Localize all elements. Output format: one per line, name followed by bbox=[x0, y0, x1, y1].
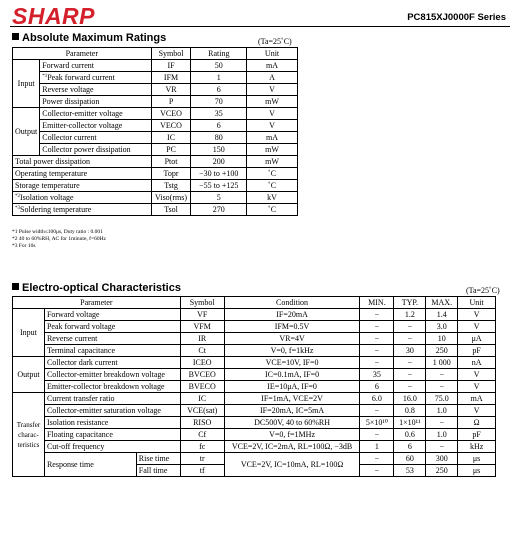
amr-symbol: Ptot bbox=[151, 156, 191, 168]
amr-row bbox=[13, 168, 298, 180]
amr-param bbox=[13, 192, 152, 204]
eoc-max: − bbox=[426, 369, 458, 381]
amr-rating: 50 bbox=[191, 60, 247, 72]
eoc-min: − bbox=[360, 465, 394, 477]
eoc-max: 1 000 bbox=[426, 357, 458, 369]
amr-unit: V bbox=[247, 108, 298, 120]
amr-param: Power dissipation bbox=[40, 96, 151, 108]
eoc-unit: V bbox=[458, 321, 496, 333]
footnote: *3 For 10s bbox=[12, 243, 36, 249]
footnote: *2 40 to 60%RH, AC for 1minute, f=60Hz bbox=[12, 236, 106, 242]
amr-rating: 5 bbox=[191, 192, 247, 204]
amr-unit: V bbox=[247, 84, 298, 96]
amr-unit: ˚C bbox=[247, 180, 298, 192]
eoc-param: Forward voltage bbox=[44, 309, 180, 321]
amr-title-text: Absolute Maximum Ratings bbox=[22, 32, 167, 44]
amr-symbol: IF bbox=[151, 60, 191, 72]
amr-param: Operating temperature bbox=[13, 168, 152, 180]
amr-rating: −30 to +100 bbox=[191, 168, 247, 180]
eoc-col-symbol: Symbol bbox=[180, 297, 224, 309]
eoc-max: − bbox=[426, 381, 458, 393]
eoc-symbol: Ct bbox=[180, 345, 224, 357]
series-title: PC815XJ0000F Series bbox=[407, 12, 506, 23]
eoc-condition: IC=0.1mA, IF=0 bbox=[224, 369, 360, 381]
amr-group-output: Output bbox=[13, 108, 40, 156]
eoc-min: 1 bbox=[360, 441, 394, 453]
eoc-row bbox=[13, 309, 496, 321]
amr-symbol: IFM bbox=[151, 72, 191, 84]
amr-row bbox=[13, 108, 298, 120]
amr-col-symbol: Symbol bbox=[151, 48, 191, 60]
footnote-marker: *3 bbox=[15, 206, 20, 211]
eoc-param-response: Response time bbox=[44, 453, 136, 477]
eoc-title-text: Electro-optical Characteristics bbox=[22, 282, 181, 294]
eoc-typ: − bbox=[394, 333, 426, 345]
eoc-condition: IF=1mA, VCE=2V bbox=[224, 393, 360, 405]
amr-unit: mA bbox=[247, 132, 298, 144]
eoc-max: 3.0 bbox=[426, 321, 458, 333]
eoc-typ: − bbox=[394, 357, 426, 369]
eoc-symbol: IC bbox=[180, 393, 224, 405]
amr-rating: 35 bbox=[191, 108, 247, 120]
amr-param-text: Isolation voltage bbox=[20, 193, 74, 202]
eoc-unit: pF bbox=[458, 345, 496, 357]
eoc-unit: μs bbox=[458, 465, 496, 477]
eoc-min: − bbox=[360, 405, 394, 417]
eoc-typ: 6 bbox=[394, 441, 426, 453]
eoc-min: − bbox=[360, 357, 394, 369]
eoc-unit: Ω bbox=[458, 417, 496, 429]
eoc-group-transfer: Transfer charac- teristics bbox=[13, 393, 45, 477]
amr-symbol: VR bbox=[151, 84, 191, 96]
amr-table bbox=[12, 47, 298, 216]
eoc-min: − bbox=[360, 321, 394, 333]
eoc-typ: 0.8 bbox=[394, 405, 426, 417]
eoc-rise-label: Rise time bbox=[136, 453, 180, 465]
section-bullet-icon bbox=[12, 283, 19, 290]
eoc-max: 1.0 bbox=[426, 429, 458, 441]
amr-unit: mW bbox=[247, 96, 298, 108]
eoc-symbol: ICEO bbox=[180, 357, 224, 369]
amr-row bbox=[13, 84, 298, 96]
eoc-min: − bbox=[360, 309, 394, 321]
amr-rating: 200 bbox=[191, 156, 247, 168]
amr-param: Total power dissipation bbox=[13, 156, 152, 168]
eoc-unit: V bbox=[458, 405, 496, 417]
eoc-typ: − bbox=[394, 321, 426, 333]
eoc-condition: IF=20mA, IC=5mA bbox=[224, 405, 360, 417]
amr-unit: mW bbox=[247, 156, 298, 168]
eoc-param: Collector dark current bbox=[44, 357, 180, 369]
amr-param: Collector-emitter voltage bbox=[40, 108, 151, 120]
eoc-param: Collector-emitter saturation voltage bbox=[44, 405, 180, 417]
eoc-row bbox=[13, 357, 496, 369]
sharp-logo: SHARP bbox=[12, 3, 96, 29]
amr-symbol: Viso(rms) bbox=[151, 192, 191, 204]
footnote-marker: *1 bbox=[42, 74, 48, 79]
amr-unit: kV bbox=[247, 192, 298, 204]
eoc-param: Emitter-collector breakdown voltage bbox=[44, 381, 180, 393]
eoc-condition: VR=4V bbox=[224, 333, 360, 345]
eoc-col-unit: Unit bbox=[458, 297, 496, 309]
amr-param: Forward current bbox=[40, 60, 151, 72]
eoc-condition: VCE=10V, IF=0 bbox=[224, 357, 360, 369]
eoc-symbol: BVECO bbox=[180, 381, 224, 393]
amr-col-rating: Rating bbox=[191, 48, 247, 60]
eoc-condition: (Ta=25˚C) bbox=[466, 286, 500, 295]
amr-param: Collector power dissipation bbox=[40, 144, 151, 156]
eoc-max: 1.4 bbox=[426, 309, 458, 321]
eoc-row bbox=[13, 393, 496, 405]
eoc-condition: V=0, f=1kHz bbox=[224, 345, 360, 357]
eoc-section-title bbox=[12, 282, 181, 294]
eoc-max: 250 bbox=[426, 465, 458, 477]
eoc-param: Current transfer ratio bbox=[44, 393, 180, 405]
eoc-table bbox=[12, 296, 496, 477]
amr-symbol: VECO bbox=[151, 120, 191, 132]
eoc-row-rise bbox=[13, 453, 496, 465]
eoc-typ: 1.2 bbox=[394, 309, 426, 321]
amr-row bbox=[13, 144, 298, 156]
eoc-unit: kHz bbox=[458, 441, 496, 453]
amr-header-row bbox=[13, 48, 298, 60]
amr-row bbox=[13, 96, 298, 108]
eoc-param: Peak forward voltage bbox=[44, 321, 180, 333]
eoc-min: 6.0 bbox=[360, 393, 394, 405]
eoc-condition: DC500V, 40 to 60%RH bbox=[224, 417, 360, 429]
eoc-typ: 1×10¹¹ bbox=[394, 417, 426, 429]
amr-rating: 1 bbox=[191, 72, 247, 84]
amr-rating: −55 to +125 bbox=[191, 180, 247, 192]
eoc-symbol: BVCEO bbox=[180, 369, 224, 381]
eoc-typ: 60 bbox=[394, 453, 426, 465]
amr-unit: ˚C bbox=[247, 204, 298, 216]
eoc-row bbox=[13, 429, 496, 441]
eoc-symbol: fc bbox=[180, 441, 224, 453]
eoc-symbol: IR bbox=[180, 333, 224, 345]
eoc-row bbox=[13, 417, 496, 429]
eoc-typ: 30 bbox=[394, 345, 426, 357]
amr-row bbox=[13, 120, 298, 132]
amr-unit: mA bbox=[247, 60, 298, 72]
amr-rating: 150 bbox=[191, 144, 247, 156]
footnote-marker: *2 bbox=[15, 194, 20, 199]
eoc-typ: − bbox=[394, 369, 426, 381]
eoc-symbol: RISO bbox=[180, 417, 224, 429]
amr-row bbox=[13, 204, 298, 216]
eoc-param: Cut-off frequency bbox=[44, 441, 180, 453]
eoc-condition: V=0, f=1MHz bbox=[224, 429, 360, 441]
footnote: *1 Pulse width≤100μs, Duty ratio : 0.001 bbox=[12, 229, 103, 235]
amr-row bbox=[13, 180, 298, 192]
eoc-unit: V bbox=[458, 369, 496, 381]
eoc-row bbox=[13, 441, 496, 453]
eoc-condition: VCE=2V, IC=2mA, RL=100Ω, −3dB bbox=[224, 441, 360, 453]
amr-unit: mW bbox=[247, 144, 298, 156]
eoc-unit: pF bbox=[458, 429, 496, 441]
eoc-symbol: Cf bbox=[180, 429, 224, 441]
amr-col-unit: Unit bbox=[247, 48, 298, 60]
eoc-min: − bbox=[360, 453, 394, 465]
eoc-col-parameter: Parameter bbox=[13, 297, 181, 309]
eoc-row bbox=[13, 381, 496, 393]
amr-unit: V bbox=[247, 120, 298, 132]
eoc-param: Terminal capacitance bbox=[44, 345, 180, 357]
amr-param: Collector current bbox=[40, 132, 151, 144]
eoc-group-output: Output bbox=[13, 357, 45, 393]
eoc-max: 75.0 bbox=[426, 393, 458, 405]
eoc-col-condition: Condition bbox=[224, 297, 360, 309]
eoc-condition: VCE=2V, IC=10mA, RL=100Ω bbox=[224, 453, 360, 477]
amr-param-text: Soldering temperature bbox=[20, 205, 92, 214]
amr-param bbox=[13, 204, 152, 216]
amr-group-input: Input bbox=[13, 60, 40, 108]
amr-symbol: Tstg bbox=[151, 180, 191, 192]
amr-symbol: IC bbox=[151, 132, 191, 144]
eoc-group-input: Input bbox=[13, 309, 45, 357]
eoc-col-typ: TYP. bbox=[394, 297, 426, 309]
eoc-max: 1.0 bbox=[426, 405, 458, 417]
amr-row bbox=[13, 72, 298, 84]
amr-rating: 80 bbox=[191, 132, 247, 144]
eoc-fall-label: Fall time bbox=[136, 465, 180, 477]
eoc-min: − bbox=[360, 333, 394, 345]
eoc-row bbox=[13, 369, 496, 381]
amr-rating: 6 bbox=[191, 84, 247, 96]
eoc-max: 300 bbox=[426, 453, 458, 465]
eoc-symbol: VCE(sat) bbox=[180, 405, 224, 417]
eoc-min: − bbox=[360, 345, 394, 357]
amr-col-parameter: Parameter bbox=[13, 48, 152, 60]
eoc-unit: mA bbox=[458, 393, 496, 405]
amr-footnotes bbox=[12, 229, 106, 250]
eoc-unit: V bbox=[458, 309, 496, 321]
amr-param: Emitter-collector voltage bbox=[40, 120, 151, 132]
eoc-unit: μs bbox=[458, 453, 496, 465]
eoc-row bbox=[13, 345, 496, 357]
header-rule bbox=[10, 26, 510, 27]
amr-symbol: PC bbox=[151, 144, 191, 156]
section-bullet-icon bbox=[12, 33, 19, 40]
eoc-condition: IE=10μA, IF=0 bbox=[224, 381, 360, 393]
amr-row bbox=[13, 60, 298, 72]
eoc-row bbox=[13, 405, 496, 417]
eoc-param: Isolation resistance bbox=[44, 417, 180, 429]
eoc-min: 5×10¹⁰ bbox=[360, 417, 394, 429]
eoc-param: Floating capacitance bbox=[44, 429, 180, 441]
eoc-symbol: VF bbox=[180, 309, 224, 321]
amr-param bbox=[40, 72, 151, 84]
amr-row bbox=[13, 192, 298, 204]
amr-symbol: Tsol bbox=[151, 204, 191, 216]
eoc-param: Reverse current bbox=[44, 333, 180, 345]
amr-param-text: Peak forward current bbox=[47, 73, 115, 82]
eoc-max: 250 bbox=[426, 345, 458, 357]
eoc-symbol: VFM bbox=[180, 321, 224, 333]
eoc-unit: μA bbox=[458, 333, 496, 345]
eoc-col-max: MAX. bbox=[426, 297, 458, 309]
eoc-typ: 16.0 bbox=[394, 393, 426, 405]
eoc-col-min: MIN. bbox=[360, 297, 394, 309]
amr-symbol: VCEO bbox=[151, 108, 191, 120]
eoc-unit: V bbox=[458, 381, 496, 393]
eoc-max: 10 bbox=[426, 333, 458, 345]
eoc-row bbox=[13, 333, 496, 345]
eoc-condition: IFM=0.5V bbox=[224, 321, 360, 333]
eoc-typ: 0.6 bbox=[394, 429, 426, 441]
eoc-typ: − bbox=[394, 381, 426, 393]
eoc-row bbox=[13, 321, 496, 333]
eoc-max: − bbox=[426, 417, 458, 429]
eoc-symbol: tf bbox=[180, 465, 224, 477]
amr-param: Storage temperature bbox=[13, 180, 152, 192]
eoc-symbol: tr bbox=[180, 453, 224, 465]
eoc-header-row bbox=[13, 297, 496, 309]
eoc-condition: IF=20mA bbox=[224, 309, 360, 321]
amr-rating: 270 bbox=[191, 204, 247, 216]
amr-symbol: Topr bbox=[151, 168, 191, 180]
eoc-typ: 53 bbox=[394, 465, 426, 477]
eoc-min: − bbox=[360, 429, 394, 441]
amr-unit: A bbox=[247, 72, 298, 84]
amr-condition: (Ta=25˚C) bbox=[258, 37, 292, 46]
amr-section-title bbox=[12, 32, 166, 44]
amr-rating: 70 bbox=[191, 96, 247, 108]
eoc-min: 35 bbox=[360, 369, 394, 381]
eoc-param: Collector-emitter breakdown voltage bbox=[44, 369, 180, 381]
eoc-unit: nA bbox=[458, 357, 496, 369]
eoc-max: − bbox=[426, 441, 458, 453]
amr-symbol: P bbox=[151, 96, 191, 108]
amr-rating: 6 bbox=[191, 120, 247, 132]
amr-unit: ˚C bbox=[247, 168, 298, 180]
amr-param: Reverse voltage bbox=[40, 84, 151, 96]
amr-row bbox=[13, 156, 298, 168]
amr-row bbox=[13, 132, 298, 144]
eoc-min: 6 bbox=[360, 381, 394, 393]
